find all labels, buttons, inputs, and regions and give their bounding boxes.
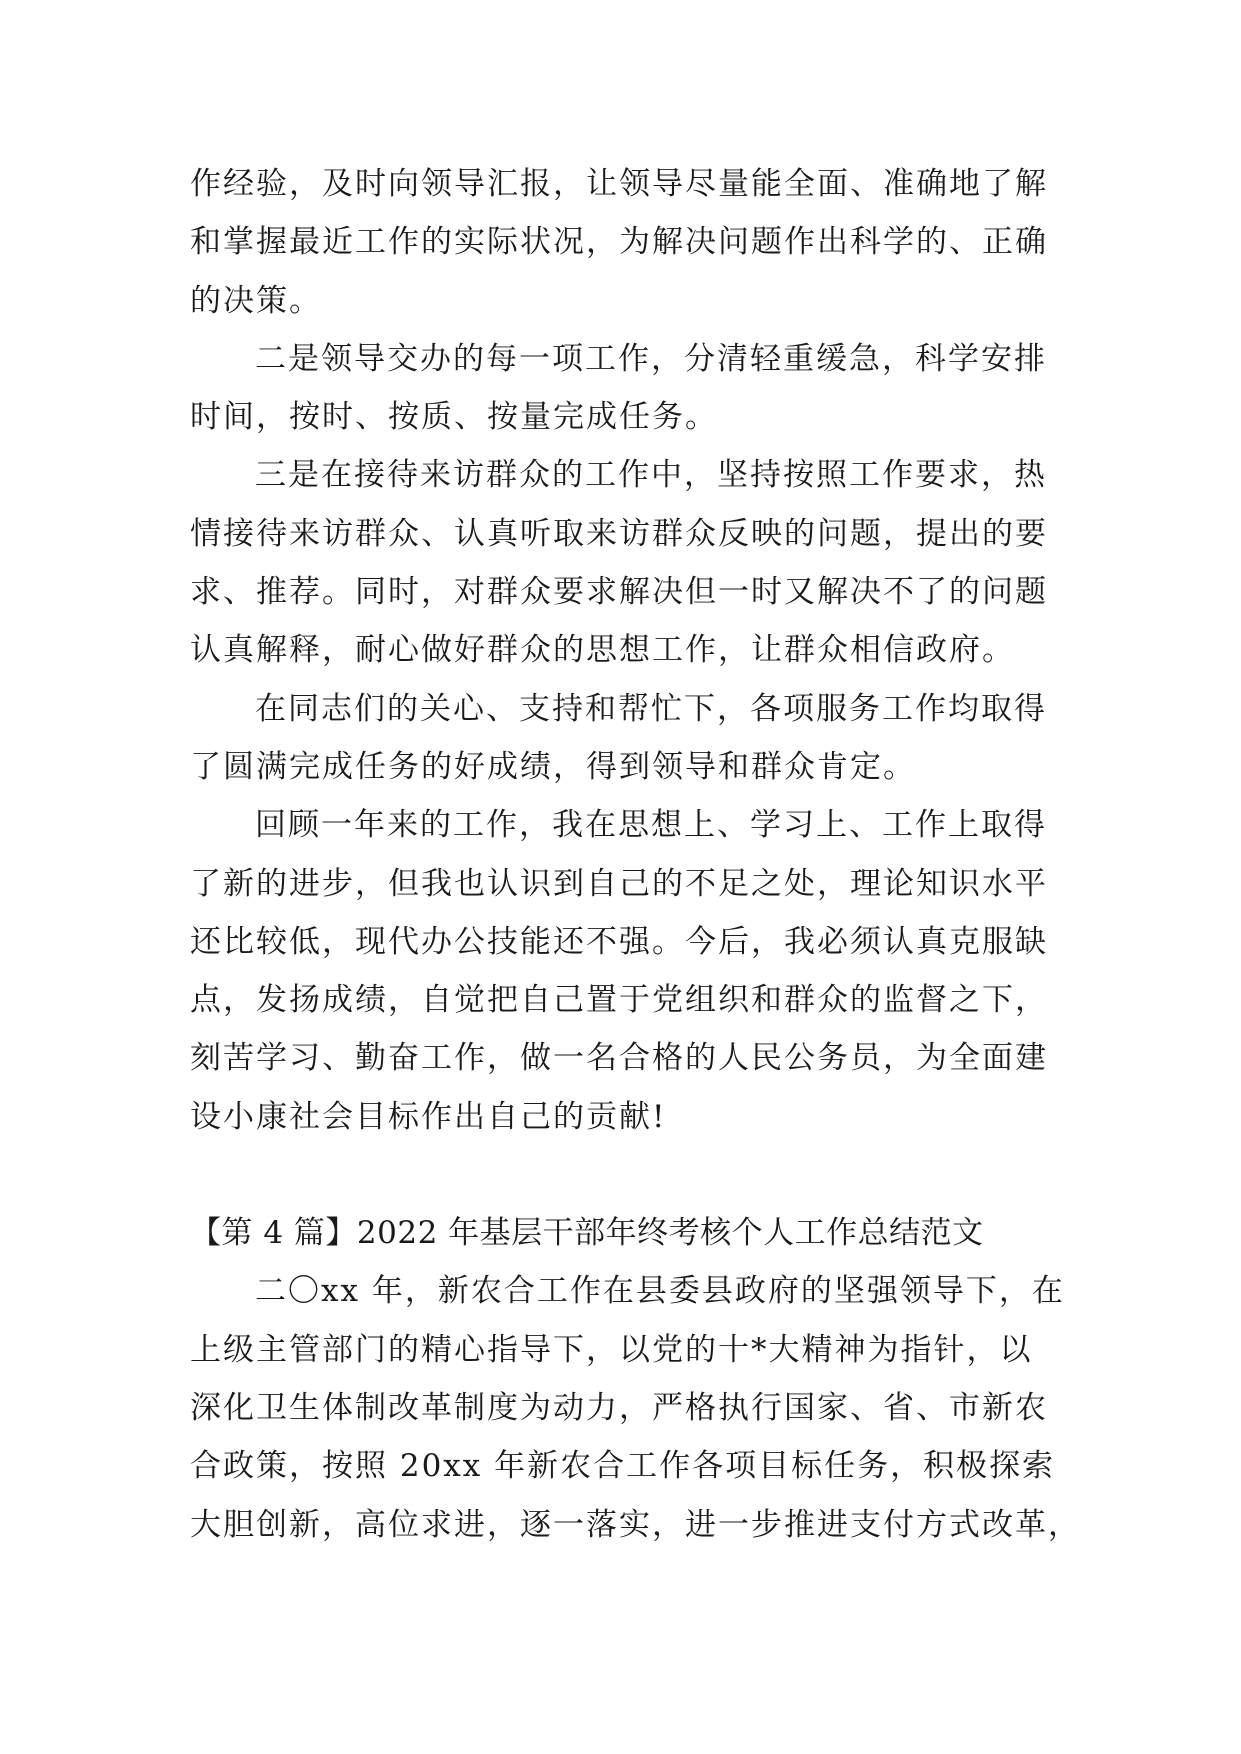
paragraph-line: 点，发扬成绩，自觉把自己置于党组织和群众的监督之下， [190, 982, 1048, 1019]
paragraph-line: 的决策。 [190, 282, 322, 319]
paragraph-line: 上级主管部门的精心指导下，以党的十*大精神为指针，以 [190, 1331, 1033, 1368]
paragraph-line: 在同志们的关心、支持和帮忙下，各项服务工作均取得 [255, 690, 1047, 727]
paragraph-line: 和掌握最近工作的实际状况，为解决问题作出科学的、正确 [190, 224, 1048, 261]
paragraph-line: 回顾一年来的工作，我在思想上、学习上、工作上取得 [255, 807, 1047, 844]
paragraph-line: 了新的进步，但我也认识到自己的不足之处，理论知识水平 [190, 865, 1048, 902]
section-heading: 【第 4 篇】2022 年基层干部年终考核个人工作总结范文 [190, 1215, 984, 1252]
paragraph-line: 二是领导交办的每一项工作，分清轻重缓急，科学安排 [255, 340, 1047, 377]
paragraph-line: 二〇xx 年，新农合工作在县委县政府的坚强领导下，在 [255, 1273, 1065, 1310]
paragraph-line: 合政策，按照 20xx 年新农合工作各项目标任务，积极探索 [190, 1448, 1056, 1485]
paragraph-line: 设小康社会目标作出自己的贡献! [190, 1098, 667, 1135]
paragraph-line: 刻苦学习、勤奋工作，做一名合格的人民公务员，为全面建 [190, 1040, 1048, 1077]
paragraph-line: 三是在接待来访群众的工作中，坚持按照工作要求，热 [255, 457, 1047, 494]
blank-line [190, 1146, 1070, 1204]
paragraph-line: 认真解释，耐心做好群众的思想工作，让群众相信政府。 [190, 632, 1015, 669]
paragraph-line: 求、推荐。同时，对群众要求解决但一时又解决不了的问题 [190, 574, 1048, 611]
paragraph-line: 时间，按时、按质、按量完成任务。 [190, 399, 718, 436]
document-body [190, 155, 1081, 1554]
paragraph-line: 作经验，及时向领导汇报，让领导尽量能全面、准确地了解 [190, 166, 1048, 202]
paragraph-line: 深化卫生体制改革制度为动力，严格执行国家、省、市新农 [190, 1389, 1048, 1426]
paragraph-line: 大胆创新，高位求进，逐一落实，进一步推进支付方式改革， [190, 1506, 1081, 1543]
paragraph-line: 了圆满完成任务的好成绩，得到领导和群众肯定。 [190, 748, 916, 785]
paragraph-line: 还比较低，现代办公技能还不强。今后，我必须认真克服缺 [190, 923, 1048, 960]
paragraph-line: 情接待来访群众、认真听取来访群众反映的问题，提出的要 [190, 515, 1048, 552]
